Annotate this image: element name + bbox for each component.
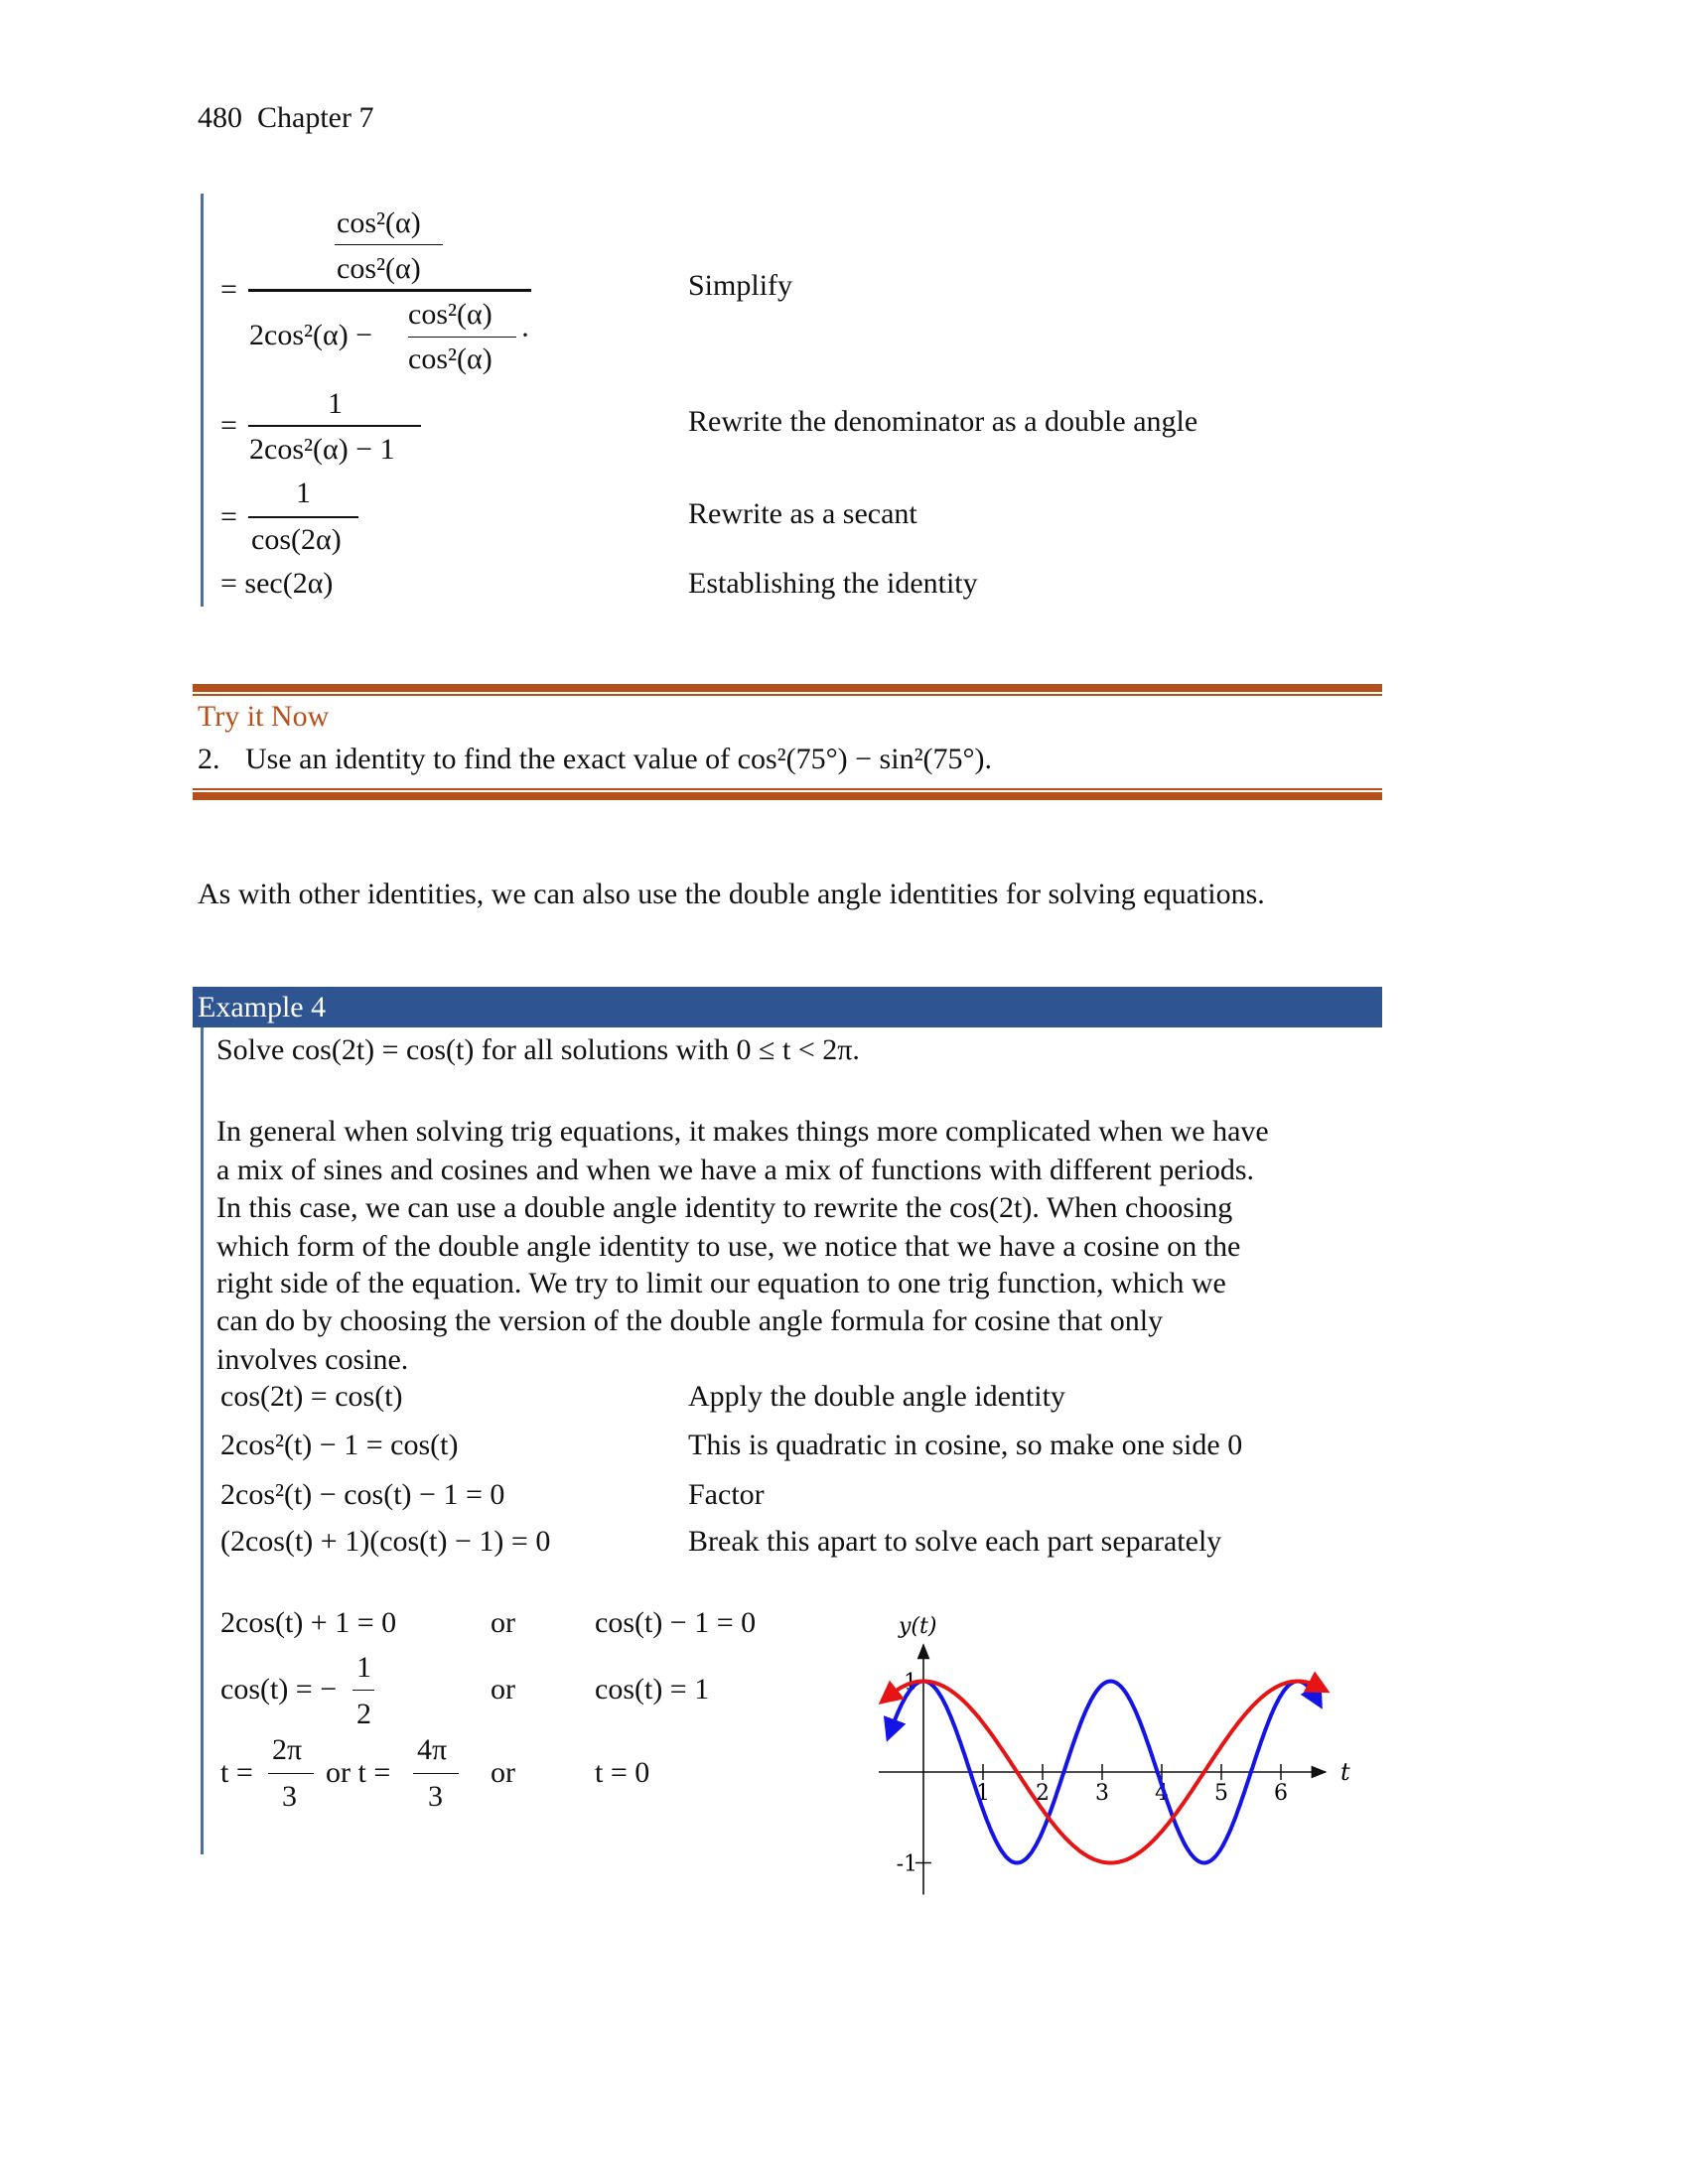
equals-sign: = <box>220 409 237 442</box>
example-title: Example 4 <box>198 991 327 1024</box>
or-label: or <box>491 1756 515 1789</box>
exercise-text: Use an identity to find the exact value of cos²(75°) − sin²(75°). <box>245 743 993 775</box>
paragraph-line: In general when solving trig equations, it makes things more complicated when we have <box>216 1115 1269 1148</box>
equals-sign: = <box>220 500 237 533</box>
paragraph-line: involves cosine. <box>216 1343 409 1376</box>
solution-right: cos(t) = 1 <box>595 1673 710 1706</box>
x-tick-label: 4 <box>1155 1781 1169 1806</box>
step-note: Factor <box>688 1478 765 1511</box>
fraction-denominator: 2 <box>356 1698 371 1730</box>
step-expression: (2cos(t) + 1)(cos(t) − 1) = 0 <box>220 1525 551 1558</box>
step-note: Rewrite the denominator as a double angle <box>688 405 1198 438</box>
step-note: Break this apart to solve each part separately <box>688 1525 1222 1558</box>
y-tick-label: -1 <box>896 1851 917 1877</box>
y-axis-label: y(t) <box>899 1614 937 1640</box>
intro-paragraph: As with other identities, we can also use the double angle identities for solving equations. <box>198 878 1265 910</box>
paragraph-line: In this case, we can use a double angle identity to rewrite the cos(2t). When choosing <box>216 1191 1233 1224</box>
x-tick-label: 5 <box>1214 1781 1228 1806</box>
y-tick-label: 1 <box>904 1670 917 1696</box>
fraction-denominator: 3 <box>282 1780 297 1813</box>
paragraph-line: right side of the equation. We try to limit our equation to one trig function, which we <box>216 1267 1226 1299</box>
denominator: 2cos²(α) − 1 <box>249 433 395 466</box>
or-label: or <box>491 1673 515 1706</box>
t-equals: t = <box>220 1756 253 1789</box>
numerator: 1 <box>328 387 343 420</box>
inner-numerator: cos²(α) <box>337 206 421 239</box>
step-expression: cos(2t) = cos(t) <box>220 1380 403 1413</box>
step-note: Apply the double angle identity <box>688 1380 1065 1413</box>
solution-left: 2cos(t) + 1 = 0 <box>220 1606 397 1639</box>
or-label: or <box>491 1606 515 1639</box>
denominator-frac-num: cos²(α) <box>408 298 492 331</box>
x-tick-label: 1 <box>976 1781 990 1806</box>
solution-left: cos(t) = − <box>220 1673 338 1706</box>
dot: · <box>520 319 530 351</box>
try-it-now-title: Try it Now <box>198 700 330 733</box>
step-note: Simplify <box>688 269 793 302</box>
page-number: 480 <box>198 101 242 134</box>
denominator-left: 2cos²(α) − <box>249 319 373 351</box>
x-tick-label: 3 <box>1095 1781 1109 1806</box>
fraction-denominator: 3 <box>428 1780 443 1813</box>
example-problem: Solve cos(2t) = cos(t) for all solutions with 0 ≤ t < 2π. <box>216 1033 860 1066</box>
x-axis-label: t <box>1340 1758 1350 1786</box>
numerator: 1 <box>296 477 311 509</box>
step-note: This is quadratic in cosine, so make one side 0 <box>688 1429 1243 1461</box>
solution-right: cos(t) − 1 = 0 <box>595 1606 757 1639</box>
inner-denominator: cos²(α) <box>337 252 421 285</box>
solution-right: t = 0 <box>595 1756 650 1789</box>
equals-sign: = <box>220 273 237 306</box>
paragraph-line: a mix of sines and cosines and when we have a mix of functions with different periods. <box>216 1154 1255 1186</box>
paragraph-line: which form of the double angle identity to use, we notice that we have a cosine on the <box>216 1230 1241 1263</box>
paragraph-line: can do by choosing the version of the double angle formula for cosine that only <box>216 1304 1164 1337</box>
exercise-number: 2. <box>198 743 220 775</box>
fraction-numerator: 2π <box>272 1733 303 1766</box>
step-expression: 2cos²(t) − cos(t) − 1 = 0 <box>220 1478 505 1511</box>
step-note: Rewrite as a secant <box>688 497 917 530</box>
x-tick-label: 2 <box>1036 1781 1050 1806</box>
fraction-numerator: 4π <box>417 1733 448 1766</box>
chapter-label: Chapter 7 <box>257 101 374 134</box>
denominator: cos(2α) <box>251 523 342 556</box>
denominator-frac-den: cos²(α) <box>408 342 492 375</box>
step-expression: 2cos²(t) − 1 = cos(t) <box>220 1429 459 1461</box>
result-expression: = sec(2α) <box>220 567 334 600</box>
x-tick-label: 6 <box>1274 1781 1288 1806</box>
or-t-equals: or t = <box>326 1756 391 1789</box>
step-note: Establishing the identity <box>688 567 978 600</box>
fraction-numerator: 1 <box>356 1651 371 1684</box>
